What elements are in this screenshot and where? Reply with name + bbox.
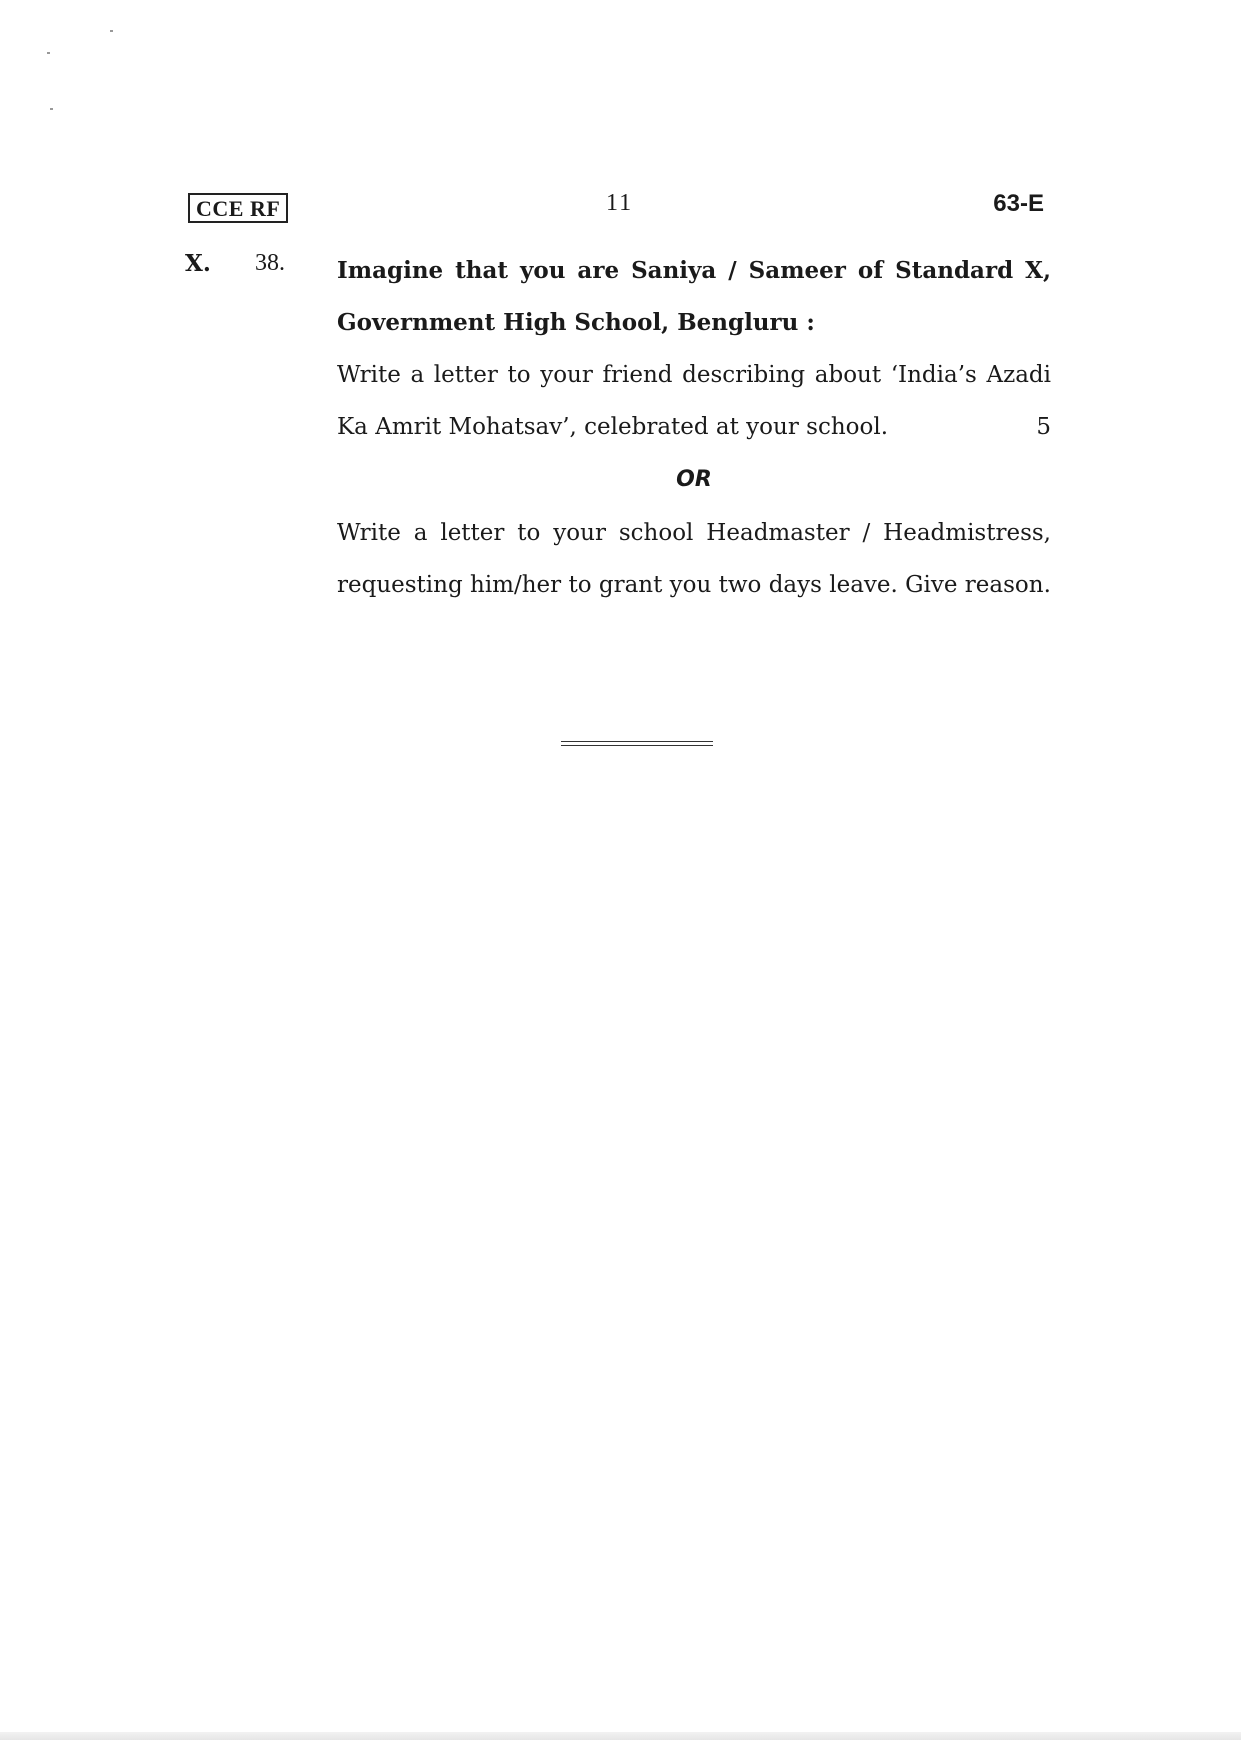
question-body <box>337 245 1051 611</box>
question-number: 38. <box>255 250 285 276</box>
question-option-b: Write a letter to your school Headmaster / Headmistress, requesting him/her to grant you two days leave. Give reason. <box>337 520 1051 598</box>
scan-speck <box>47 52 50 54</box>
end-of-question-rule <box>561 741 713 747</box>
page-number: 11 <box>606 190 634 216</box>
scan-speck <box>110 30 113 32</box>
option-a-text: Write a letter to your friend describing about ‘India’s Azadi Ka Amrit Mohatsav’, celebrated at your school. <box>337 362 1051 440</box>
question-option-a <box>337 349 1051 453</box>
section-label: X. <box>185 250 211 277</box>
paper-code: 63-E <box>993 190 1044 217</box>
question-title: Imagine that you are Saniya / Sameer of Standard X, Government High School, Bengluru : <box>337 257 1051 336</box>
marks: 5 <box>1036 414 1051 440</box>
or-separator: OR <box>676 467 712 492</box>
scan-speck <box>50 108 53 110</box>
end-rule-line <box>561 745 713 746</box>
series-code-box: CCE RF <box>188 193 288 223</box>
end-rule-line <box>561 741 713 742</box>
scan-bottom-edge <box>0 1732 1241 1740</box>
